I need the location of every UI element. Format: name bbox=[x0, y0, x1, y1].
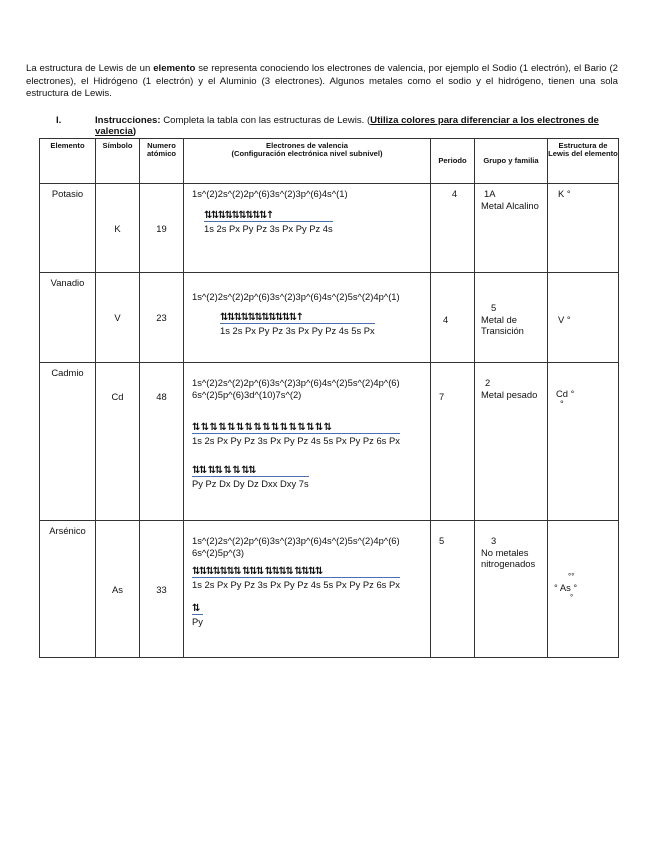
valence-config: 1s^(2)2s^(2)2p^(6)3s^(2)3p^(6)4s^(1) ⇅⇅⇅⇅⇅⇅⇅⇅⇅↑ 1s 2s Px Py Pz 3s Px Py Pz 4s bbox=[184, 184, 431, 273]
group-family: 3 No metales nitrogenados bbox=[475, 521, 548, 658]
table-row bbox=[40, 521, 619, 658]
group-family: 5 Metal de Transición bbox=[475, 273, 548, 363]
lewis-table bbox=[39, 138, 619, 658]
element-symbol: As bbox=[96, 521, 140, 658]
table-row bbox=[40, 363, 619, 521]
element-name: Cadmio bbox=[40, 363, 96, 521]
period: 7 bbox=[431, 363, 475, 521]
period: 4 bbox=[431, 184, 475, 273]
lewis-structure: K ° bbox=[548, 184, 619, 273]
lewis-structure: Cd ° ° bbox=[548, 363, 619, 521]
header-lewis: Estructura de Lewis del elemento bbox=[548, 139, 619, 184]
header-group: Grupo y familia bbox=[475, 139, 548, 184]
orbital-arrows-2: ⇅⇅ ⇅⇅ ⇅ ⇅ ⇅⇅ bbox=[192, 464, 255, 476]
period: 4 bbox=[431, 273, 475, 363]
element-symbol: K bbox=[96, 184, 140, 273]
orbital-arrows: ⇅⇅⇅⇅⇅⇅⇅⇅⇅↑ bbox=[204, 209, 273, 221]
header-period: Periodo bbox=[431, 139, 475, 184]
atomic-number: 23 bbox=[140, 273, 184, 363]
group-family: 2 Metal pesado bbox=[475, 363, 548, 521]
orbital-arrows: ⇅⇅⇅⇅⇅⇅⇅⇅⇅⇅⇅⇅⇅⇅⇅⇅ bbox=[192, 422, 333, 433]
atomic-number: 19 bbox=[140, 184, 184, 273]
table-row bbox=[40, 273, 619, 363]
orbital-labels: 1s 2s Px Py Pz 3s Px Py Pz 4s 5s Px Py Pz 6s Px bbox=[192, 435, 400, 446]
orbital-labels: 1s 2s Px Py Pz 3s Px Py Pz 4s bbox=[204, 222, 333, 234]
element-name: Vanadio bbox=[40, 273, 96, 363]
lewis-dots-bottom: ° bbox=[570, 593, 574, 602]
lewis-dots-middle: ° As ° bbox=[554, 582, 578, 593]
lewis-structure bbox=[548, 521, 619, 658]
valence-config: 1s^(2)2s^(2)2p^(6)3s^(2)3p^(6)4s^(2)5s^(2)4p^(1) ⇅⇅⇅⇅⇅⇅⇅⇅⇅⇅⇅↑ 1s 2s Px Py Pz 3s Px Py Pz 4s 5s Px bbox=[184, 273, 431, 363]
header-atomic: Numero atómico bbox=[140, 139, 184, 184]
element-name: Arsénico bbox=[40, 521, 96, 658]
atomic-number: 48 bbox=[140, 363, 184, 521]
instruction-numeral: I. bbox=[56, 115, 62, 126]
atomic-number: 33 bbox=[140, 521, 184, 658]
header-element: Elemento bbox=[40, 139, 96, 184]
orbital-labels-2: Py Pz Dx Dy Dz Dxx Dxy 7s bbox=[192, 477, 309, 489]
intro-paragraph: La estructura de Lewis de un elemento se representa conociendo los electrones de valencia, por ejemplo el Sodio (1 electrón), el Bario (2 electrones), el Hidrógeno (1 electrón) y el Aluminio (3 electrones). Algunos metales como el sodio y el hidrógeno, tienen una sola estructura de Lewis. bbox=[26, 63, 618, 100]
instruction-text: Instrucciones: Completa la tabla con las estructuras de Lewis. (Utiliza colores para diferenciar a los electrones de valencia) bbox=[95, 115, 599, 137]
lewis-dots-top: °° bbox=[568, 572, 575, 581]
lewis-structure: V ° bbox=[548, 273, 619, 363]
header-valence: Electrones de valencia (Configuración electrónica nivel subnivel) bbox=[184, 139, 431, 184]
orbital-labels: 1s 2s Px Py Pz 3s Px Py Pz 4s 5s Px bbox=[220, 324, 375, 336]
period: 5 bbox=[431, 521, 475, 658]
valence-config: 1s^(2)2s^(2)2p^(6)3s^(2)3p^(6)4s^(2)5s^(2)4p^(6) 6s^(2)5p^(3) ⇅⇅⇅⇅⇅⇅⇅ ⇅⇅⇅ ⇅⇅⇅⇅ ⇅⇅⇅⇅ 1s 2s Px Py Pz 3s Px Py Pz 4s 5s Px Py Pz 6s Px ⇅ Py bbox=[184, 521, 431, 658]
table-row bbox=[40, 184, 619, 273]
orbital-arrows: ⇅⇅⇅⇅⇅⇅⇅⇅⇅⇅⇅↑ bbox=[220, 311, 303, 323]
orbital-labels: 1s 2s Px Py Pz 3s Px Py Pz 4s 5s Px Py Pz 6s Px bbox=[192, 579, 400, 590]
orbital-arrows-2: ⇅ bbox=[192, 602, 199, 614]
orbital-labels-2: Py bbox=[192, 615, 203, 627]
orbital-arrows: ⇅⇅⇅⇅⇅⇅⇅ ⇅⇅⇅ ⇅⇅⇅⇅ ⇅⇅⇅⇅ bbox=[192, 566, 322, 577]
element-symbol: Cd bbox=[96, 363, 140, 521]
element-name: Potasio bbox=[40, 184, 96, 273]
header-symbol: Símbolo bbox=[96, 139, 140, 184]
element-symbol: V bbox=[96, 273, 140, 363]
valence-config: 1s^(2)2s^(2)2p^(6)3s^(2)3p^(6)4s^(2)5s^(2)4p^(6) 6s^(2)5p^(6)3d^(10)7s^(2) ⇅⇅⇅⇅⇅⇅⇅⇅⇅⇅⇅⇅⇅⇅⇅⇅ 1s 2s Px Py Pz 3s Px Py Pz 4s 5s Px Py Pz 6s Px ⇅⇅ ⇅⇅ ⇅ ⇅ ⇅⇅ Py Pz Dx Dy Dz Dxx Dxy 7s bbox=[184, 363, 431, 521]
group-family: 1A Metal Alcalino bbox=[475, 184, 548, 273]
